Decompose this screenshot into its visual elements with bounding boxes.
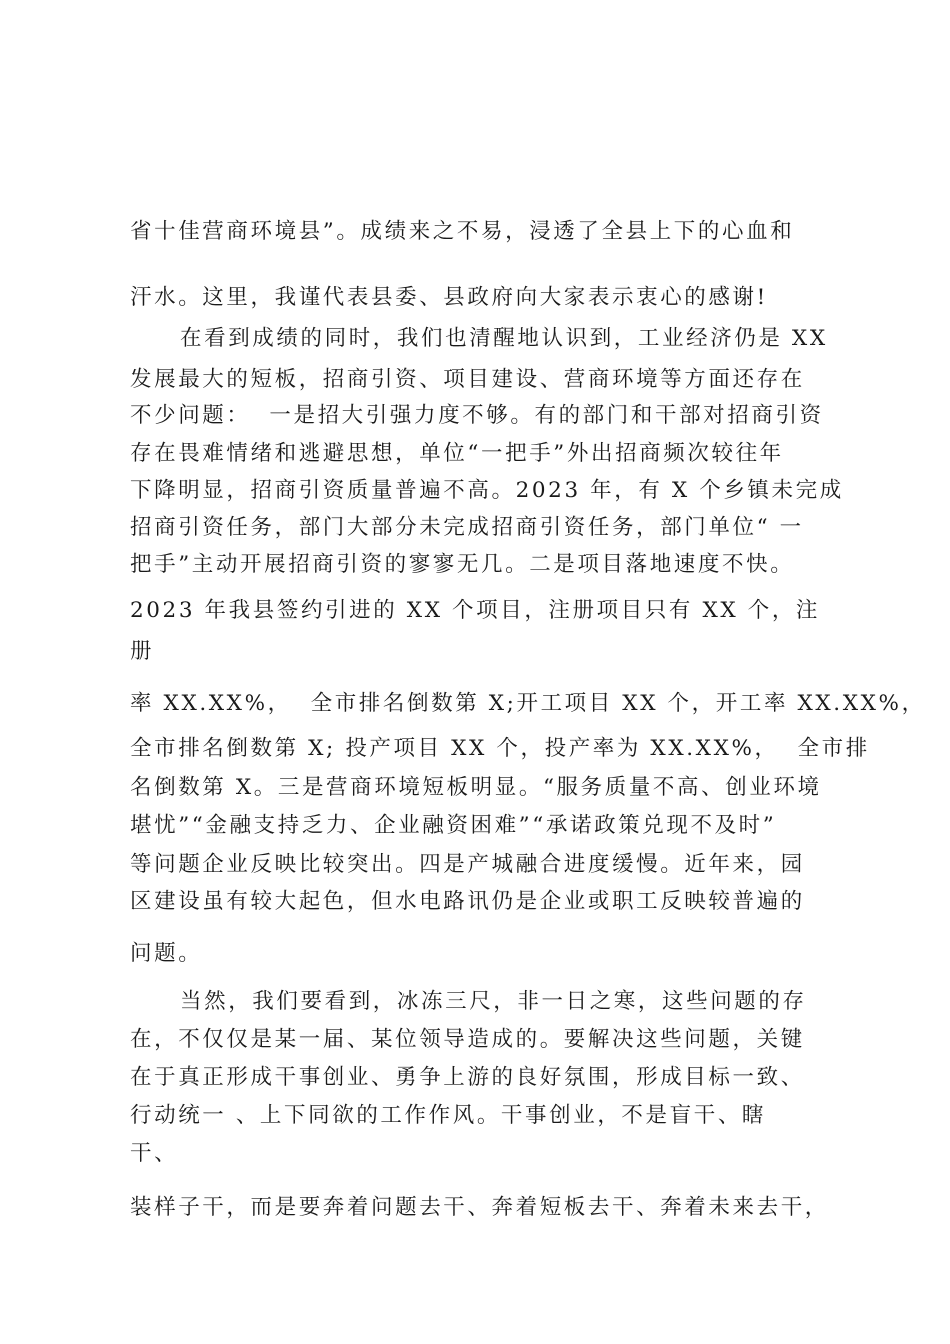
paragraph-line: 下降明显，招商引资质量普遍不高。2023 年，有 X 个乡镇未完成	[130, 478, 844, 503]
paragraph-line: 册	[130, 639, 155, 664]
paragraph-line: 堪忧”“金融支持乏力、企业融资困难”“承诺政策兑现不及时”	[130, 813, 777, 838]
paragraph-line: 汗水。这里，我谨代表县委、县政府向大家表示衷心的感谢!	[130, 285, 768, 310]
paragraph-line: 发展最大的短板，招商引资、项目建设、营商环境等方面还存在	[130, 367, 805, 392]
paragraph-line: 名倒数第 X。三是营商环境短板明显。“服务质量不高、创业环境	[130, 775, 822, 800]
paragraph-line: 在，不仅仅是某一届、某位领导造成的。要解决这些问题，关键	[130, 1027, 805, 1052]
paragraph-line: 在于真正形成干事创业、勇争上游的良好氛围，形成目标一致、	[130, 1065, 805, 1090]
paragraph-line: 把手”主动开展招商引资的寥寥无几。二是项目落地速度不快。	[130, 552, 795, 577]
paragraph-line: 率 XX.XX%， 全市排名倒数第 X;开工项目 XX 个，开工率 XX.XX%，	[130, 691, 926, 716]
paragraph-line: 在看到成绩的同时，我们也清醒地认识到，工业经济仍是 XX	[180, 326, 828, 351]
paragraph-line: 全市排名倒数第 X; 投产项目 XX 个，投产率为 XX.XX%， 全市排	[130, 736, 870, 761]
paragraph-line: 装样子干，而是要奔着问题去干、奔着短板去干、奔着未来去干，	[130, 1195, 829, 1220]
paragraph-line: 问题。	[130, 941, 203, 966]
paragraph-line: 等问题企业反映比较突出。四是产城融合进度缓慢。近年来，园	[130, 852, 805, 877]
paragraph-line: 不少问题： 一是招大引强力度不够。有的部门和干部对招商引资	[130, 403, 824, 428]
paragraph-line: 区建设虽有较大起色，但水电路讯仍是企业或职工反映较普遍的	[130, 889, 805, 914]
paragraph-line: 2023 年我县签约引进的 XX 个项目，注册项目只有 XX 个，注	[130, 598, 821, 623]
paragraph-line: 招商引资任务，部门大部分未完成招商引资任务，部门单位“ 一	[130, 515, 804, 540]
paragraph-line: 行动统一 、上下同欲的工作作风。干事创业，不是盲干、瞎	[130, 1103, 767, 1128]
paragraph-line: 省十佳营商环境县”。成绩来之不易，浸透了全县上下的心血和	[130, 219, 795, 244]
paragraph-line: 存在畏难情绪和逃避思想，单位“一把手”外出招商频次较往年	[130, 441, 784, 466]
paragraph-line: 当然，我们要看到，冰冻三尺，非一日之寒，这些问题的存	[180, 989, 807, 1014]
paragraph-line: 干、	[130, 1141, 179, 1166]
